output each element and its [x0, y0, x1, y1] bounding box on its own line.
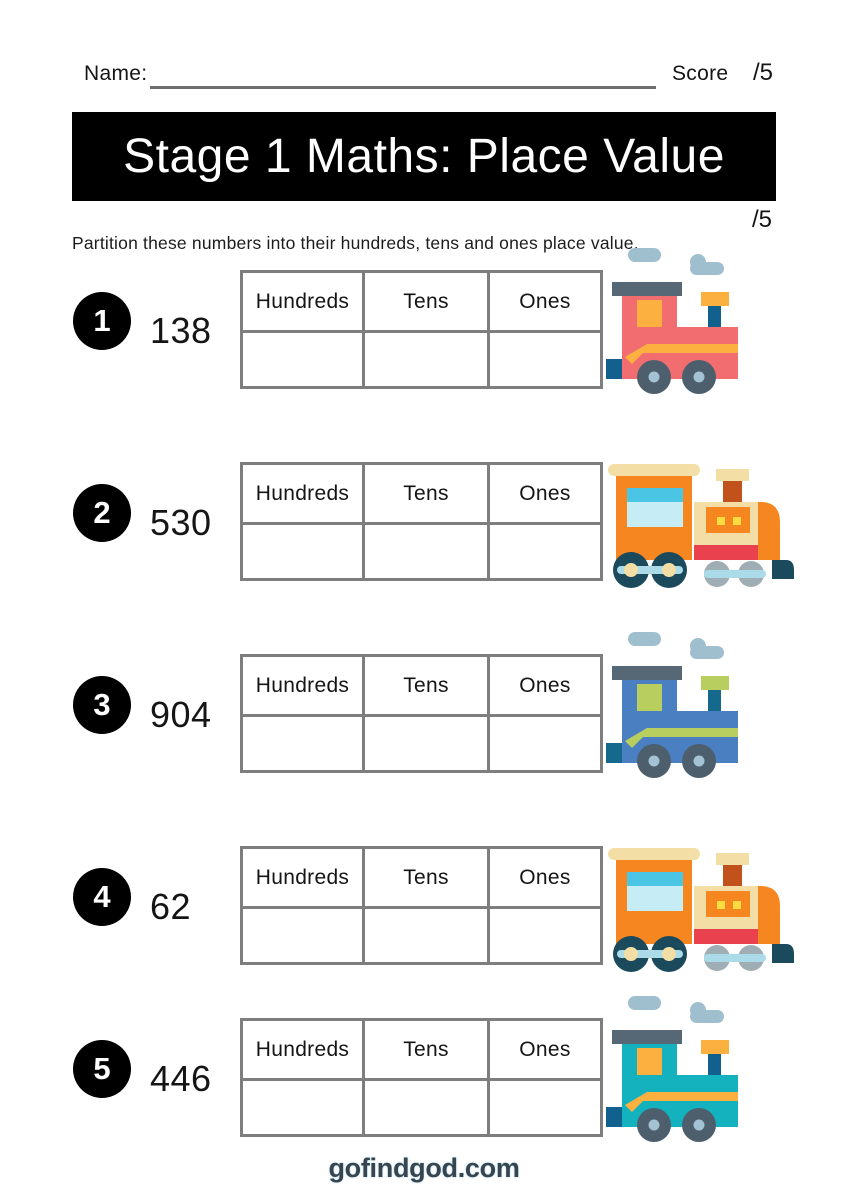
table-header-hundreds: Hundreds [242, 1020, 364, 1080]
question-number: 2 [93, 495, 111, 530]
question-number: 3 [93, 687, 111, 722]
place-value-table [240, 846, 603, 965]
question-number-badge [73, 868, 131, 926]
train-orange-illustration [606, 462, 796, 592]
answer-cell-hundreds[interactable] [242, 908, 364, 964]
question-number: 5 [93, 1051, 111, 1086]
question-row-2 [0, 462, 848, 622]
answer-cell-tens[interactable] [364, 1080, 489, 1136]
place-value-table [240, 654, 603, 773]
question-value: 530 [150, 502, 212, 543]
answer-cell-hundreds[interactable] [242, 524, 364, 580]
question-value: 446 [150, 1058, 212, 1099]
table-header-tens: Tens [364, 464, 489, 524]
score-label: Score [672, 62, 729, 85]
train-red-illustration [602, 246, 747, 396]
answer-cell-tens[interactable] [364, 332, 489, 388]
table-header-tens: Tens [364, 656, 489, 716]
answer-cell-ones[interactable] [489, 524, 602, 580]
train-teal-illustration [602, 994, 747, 1144]
place-value-table [240, 462, 603, 581]
answer-cell-ones[interactable] [489, 716, 602, 772]
table-header-tens: Tens [364, 272, 489, 332]
answer-cell-tens[interactable] [364, 908, 489, 964]
table-header-ones: Ones [489, 272, 602, 332]
answer-cell-tens[interactable] [364, 716, 489, 772]
footer-site: gofindgod.com [328, 1153, 520, 1183]
name-input-line[interactable] [150, 58, 656, 89]
place-value-table [240, 270, 603, 389]
answer-cell-hundreds[interactable] [242, 332, 364, 388]
table-header-ones: Ones [489, 464, 602, 524]
table-header-ones: Ones [489, 1020, 602, 1080]
page-title: Stage 1 Maths: Place Value [123, 130, 725, 183]
instruction-score: /5 [752, 206, 773, 233]
answer-cell-ones[interactable] [489, 332, 602, 388]
train-orange-illustration [606, 846, 796, 976]
question-row-1 [0, 270, 848, 430]
title-banner [72, 112, 776, 201]
instruction-text: Partition these numbers into their hundreds, tens and ones place value. [72, 232, 639, 253]
question-value: 138 [150, 310, 212, 351]
answer-cell-ones[interactable] [489, 908, 602, 964]
table-header-hundreds: Hundreds [242, 272, 364, 332]
name-label: Name: [84, 62, 148, 85]
score-value: /5 [753, 59, 774, 86]
table-header-tens: Tens [364, 848, 489, 908]
answer-cell-hundreds[interactable] [242, 716, 364, 772]
question-number-badge [73, 484, 131, 542]
answer-cell-hundreds[interactable] [242, 1080, 364, 1136]
table-header-hundreds: Hundreds [242, 848, 364, 908]
table-header-ones: Ones [489, 848, 602, 908]
table-header-tens: Tens [364, 1020, 489, 1080]
answer-cell-ones[interactable] [489, 1080, 602, 1136]
question-row-3 [0, 654, 848, 814]
question-number-badge [73, 292, 131, 350]
question-row-4 [0, 846, 848, 1006]
question-number-badge [73, 676, 131, 734]
question-number: 1 [93, 303, 111, 338]
question-number-badge [73, 1040, 131, 1098]
question-value: 904 [150, 694, 212, 735]
table-header-hundreds: Hundreds [242, 656, 364, 716]
question-number: 4 [93, 879, 111, 914]
question-value: 62 [150, 886, 192, 927]
table-header-hundreds: Hundreds [242, 464, 364, 524]
place-value-table [240, 1018, 603, 1137]
train-blue-illustration [602, 630, 747, 780]
table-header-ones: Ones [489, 656, 602, 716]
answer-cell-tens[interactable] [364, 524, 489, 580]
